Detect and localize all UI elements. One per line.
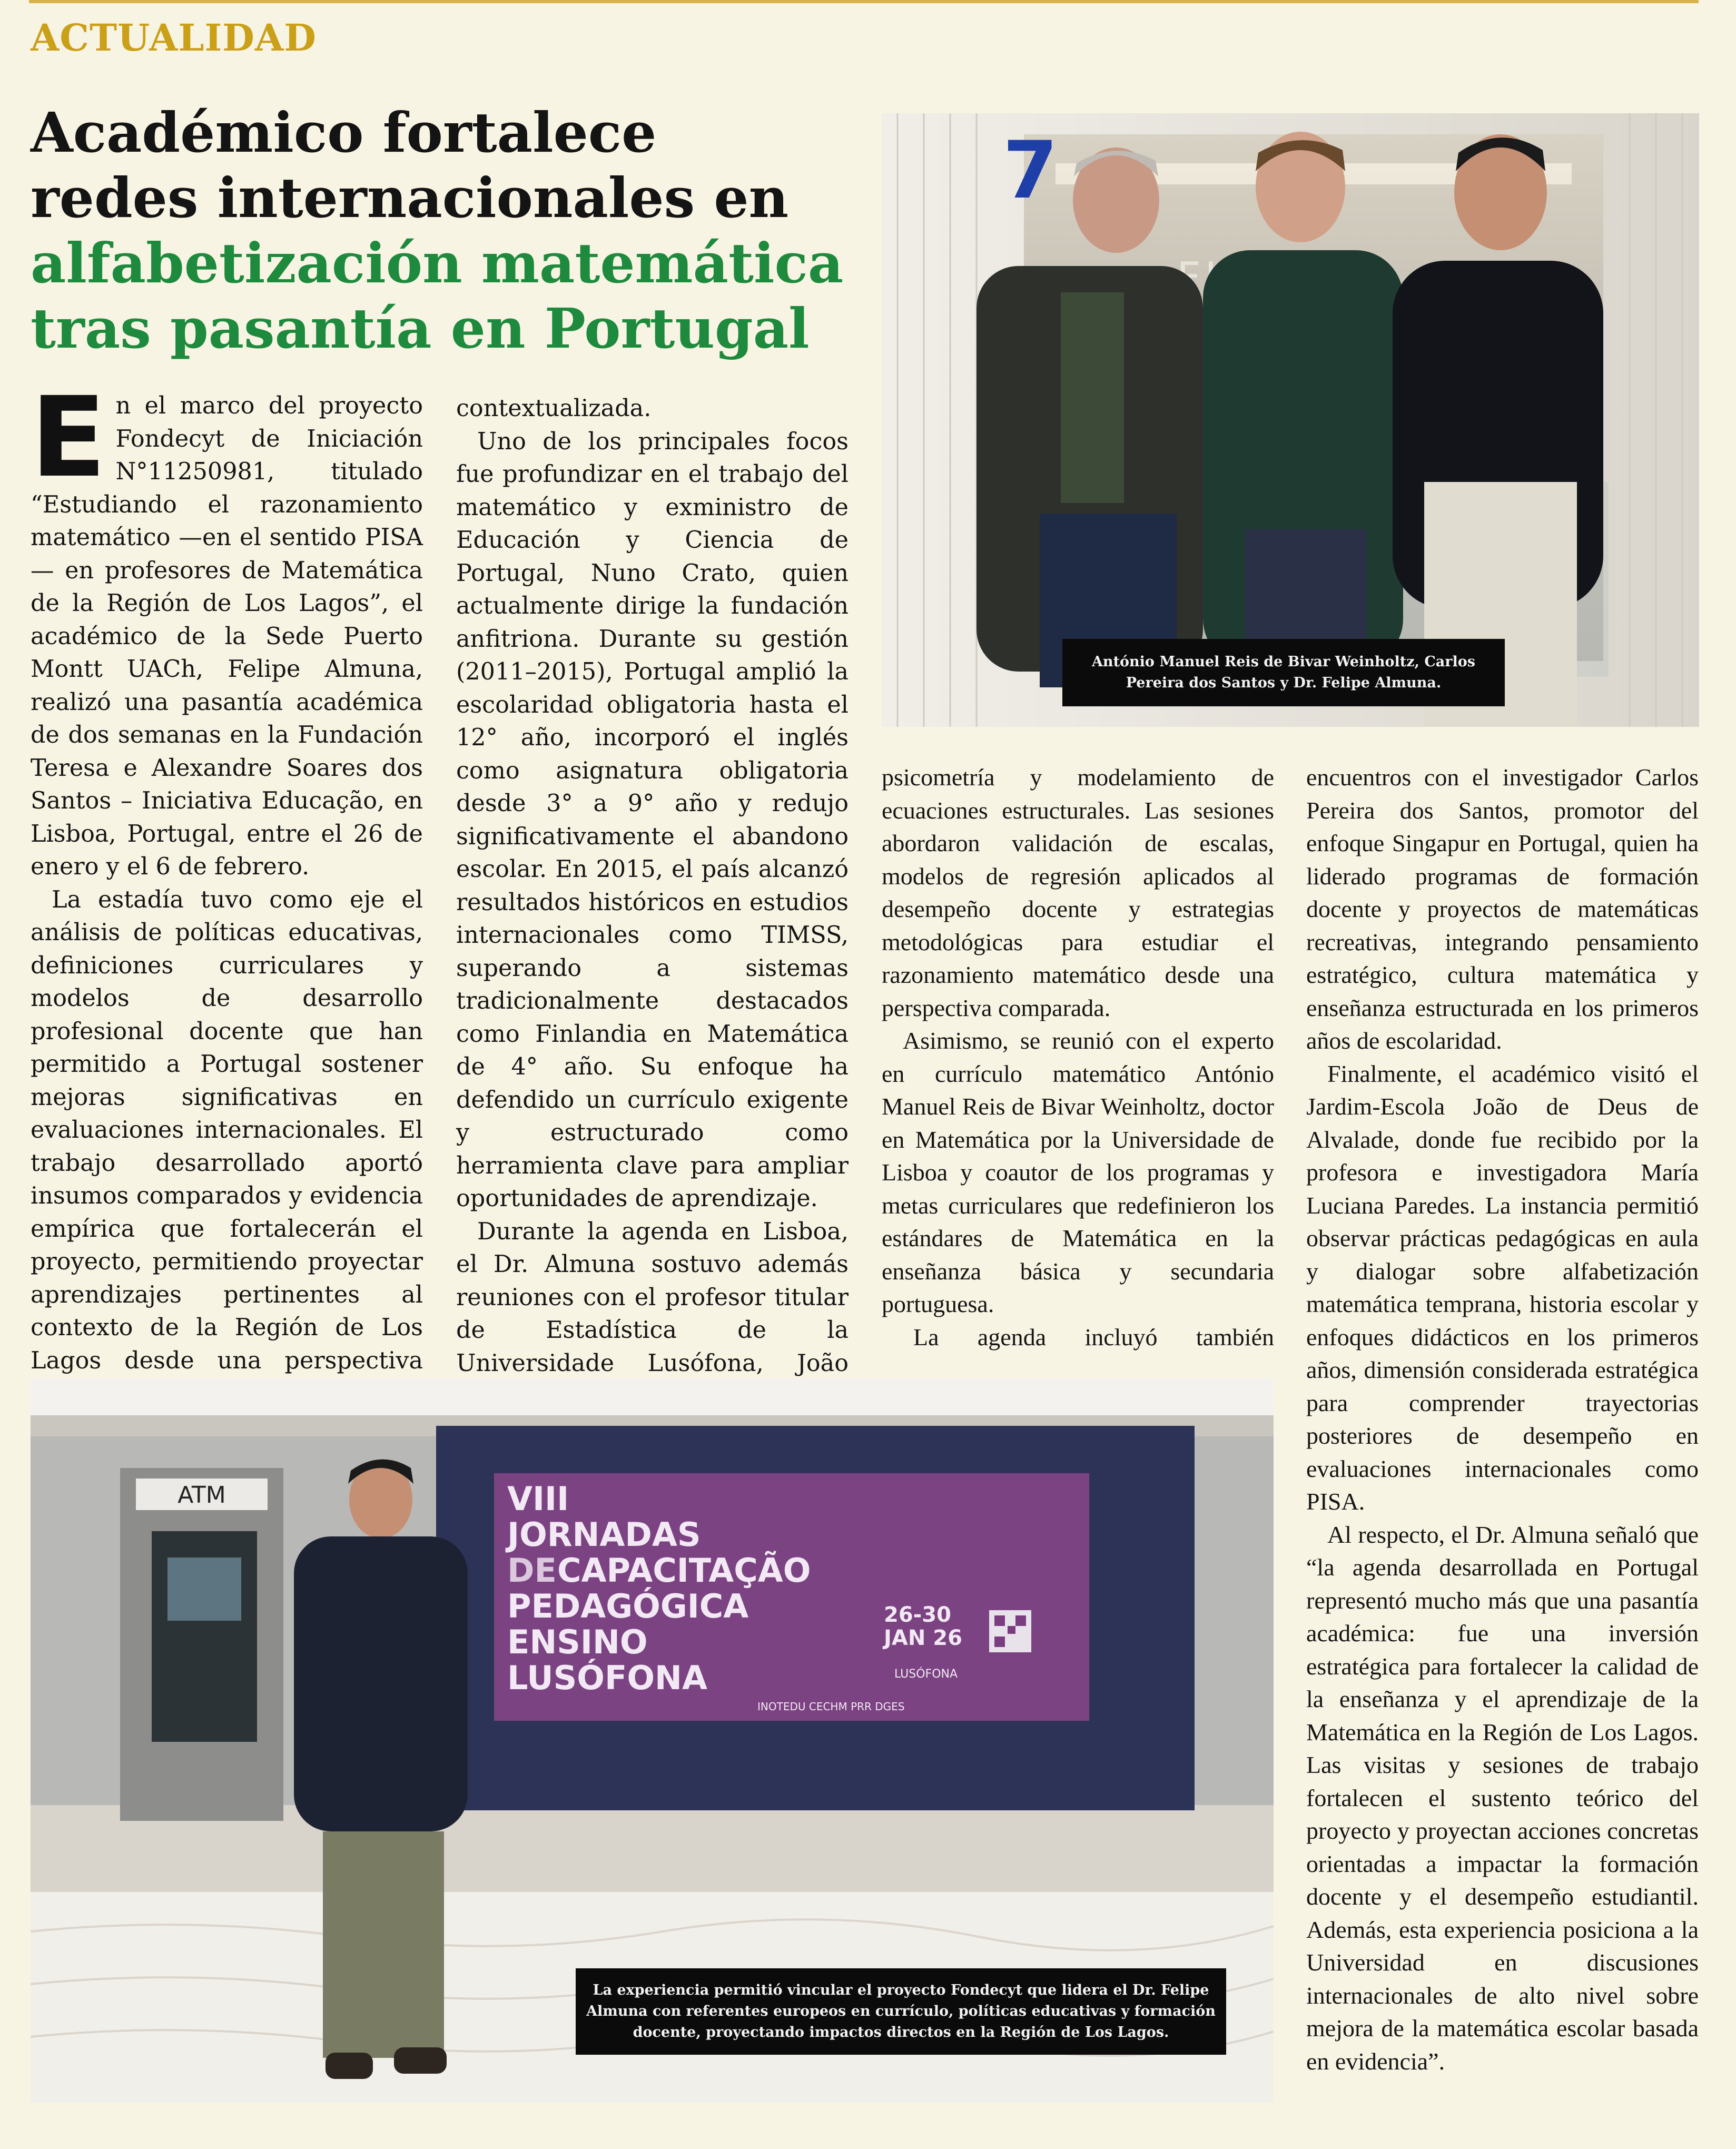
photo-three-men-illustration — [882, 113, 1699, 727]
article-column-4 — [1306, 761, 1699, 2078]
paragraph-1-text: n el marco del proyecto Fondecyt de Iniciación N°11250981, titulado “Estudiando el razonamiento matemático —en el sentido PISA— en profesores de Matemática de la Región de Los Lagos”, el académico de la Sede Puerto Montt UACh, Felipe Almuna, realizó una pasantía académica de dos semanas en la Fundación Teresa e Alexandre Soares dos Santos – Iniciativa Educação, en Lisboa, Portugal, entre el 26 de enero y el 6 de febrero. — [31, 392, 423, 880]
article-column-3 — [882, 761, 1274, 1354]
poster-line-5: ENSINO — [507, 1623, 648, 1661]
photo-conference-caption: La experiencia permitió vincular el proyecto Fondecyt que lidera el Dr. Felipe Almuna con referentes europeos en currículo, políticas educativas y formación docente, proyectando impactos directos en la Región de Los Lagos. — [576, 1968, 1226, 2055]
article-column-1 — [31, 373, 423, 1411]
paragraph-7: Finalmente, el académico visitó el Jardim-Escola João de Deus de Alvalade, donde fue recibido por la profesora e investigadora María Luciana Paredes. La instancia permitió observar prácticas pedagógicas en aula y dialogar sobre alfabetización matemática temprana, historia escolar y enfoques didácticos en los primeros años, dimensión considerada estratégica para comprender trayectorias posteriores de desempeño en evaluaciones internacionales como PISA. — [1306, 1060, 1699, 1515]
paragraph-6: La agenda incluyó también — [913, 1323, 1274, 1350]
poster-line-4: PEDAGÓGICA — [507, 1587, 749, 1625]
poster-line-3a: DE — [507, 1551, 557, 1590]
poster-line-6: LUSÓFONA — [507, 1659, 707, 1697]
atm-label: ATM — [177, 1482, 226, 1509]
paragraph-1 — [31, 373, 423, 884]
poster-dates-1: 26-30 — [884, 1603, 951, 1627]
paragraph-2: La estadía tuvo como eje el análisis de políticas educativas, definiciones curriculares y modelos de desarrollo profesional docente que han permitido a Portugal sostener mejoras significativas en evaluaciones internacionales. El trabajo desarrollado aportó insumos comparados y evidencia empírica que fortalecerán el proyecto, permitiendo proyectar aprendizajes pertinentes al contexto de la Región de Los Lagos desde una perspectiva — [31, 886, 423, 1374]
paragraph-2-continued: contextualizada. — [456, 395, 652, 422]
article-column-2 — [456, 392, 849, 1413]
paragraph-6-continued: encuentros con el investigador Carlos Pereira dos Santos, promotor del enfoque Singapur en Portugal, quien ha liderado programas de formación docente y proyectos de matemáticas recreativas, integrando pensamiento estratégico, cultura matemática y enseñanza estructurada en los primeros años de escolaridad. — [1306, 764, 1699, 1054]
paragraph-4-continued: psicometría y modelamiento de ecuaciones estructurales. Las sesiones abordaron validación de escalas, modelos de regresión aplicados al desempeño docente y estrategias metodológicas para estudiar el razonamiento matemático desde una perspectiva comparada. — [882, 764, 1274, 1021]
photo-three-men-caption: António Manuel Reis de Bivar Weinholtz, Carlos Pereira dos Santos y Dr. Felipe Almuna. — [1062, 639, 1505, 706]
photo-conference-poster — [31, 1378, 1274, 2103]
poster-line-3b: CAPACITAÇÃO — [557, 1551, 811, 1590]
poster-footer: INOTEDU CECHM PRR DGES — [757, 1700, 905, 1713]
poster-dates-2: JAN 26 — [884, 1626, 962, 1650]
poster-line-2: JORNADAS — [507, 1515, 701, 1554]
paragraph-5: Asimismo, se reunió con el experto en currículo matemático António Manuel Reis de Bivar Weinholtz, doctor en Matemática por la Universidade de Lisboa y coautor de los programas y metas curriculares que redefinieron los estándares de Matemática en la enseñanza básica y secundaria portuguesa. — [882, 1027, 1274, 1317]
paragraph-8: Al respecto, el Dr. Almuna señaló que “la agenda desarrollada en Portugal representó mucho más que una pasantía académica: fue una inversión estratégica para fortalecer la calidad de la enseñanza y el aprendizaje de la Matemática en la Región de Los Lagos. Las visitas y sesiones de trabajo fortalecen el sustento teórico del proyecto y proyectan acciones concretas orientadas a impactar la formación docente y el desempeño estudiantil. Además, esta experiencia posiciona a la Universidad en discusiones internacionales de alto nivel sobre mejora de la matemática escolar basada en evidencia”. — [1306, 1521, 1699, 2075]
poster-line-1: VIII — [507, 1480, 569, 1518]
poster — [494, 1473, 1089, 1721]
section-label: ACTUALIDAD — [31, 16, 317, 60]
headline-line-3: alfabetización matemática — [31, 231, 844, 295]
door-number: 7 — [1003, 125, 1058, 216]
headline — [31, 100, 852, 361]
paragraph-3: Uno de los principales focos fue profundizar en el trabajo del matemático y exministro de Educación y Ciencia de Portugal, Nuno Crato, quien actualmente dirige la fundación anfitriona. Durante su gestión (2011–2015), Portugal amplió la escolaridad obligatoria hasta el 12° año, incorporó el inglés como asignatura obligatoria desde 3° a 9° año y redujo significativamente el abandono escolar. En 2015, el país alcanzó resultados históricos en estudios internacionales como TIMSS, superando a sistemas tradicionalmente destacados como Finlandia en Matemática de 4° año. Su enfoque ha defendido un currículo exigente y estructurado como herramienta clave para ampliar oportunidades de aprendizaje. — [456, 428, 849, 1212]
headline-line-4: tras pasantía en Portugal — [31, 296, 810, 361]
poster-logo: LUSÓFONA — [894, 1668, 958, 1681]
drop-cap: E — [31, 373, 106, 502]
paragraph-4: Durante la agenda en Lisboa, el Dr. Almuna sostuvo además reuniones con el profesor titular de Estadística de la Universidade Lusófona, João — [456, 1218, 849, 1377]
headline-line-2: redes internacionales en — [31, 165, 789, 230]
headline-line-1: Académico fortalece — [31, 100, 657, 165]
photo-three-men — [882, 113, 1699, 727]
top-rule — [29, 0, 1699, 3]
atm-machine — [120, 1468, 283, 1821]
